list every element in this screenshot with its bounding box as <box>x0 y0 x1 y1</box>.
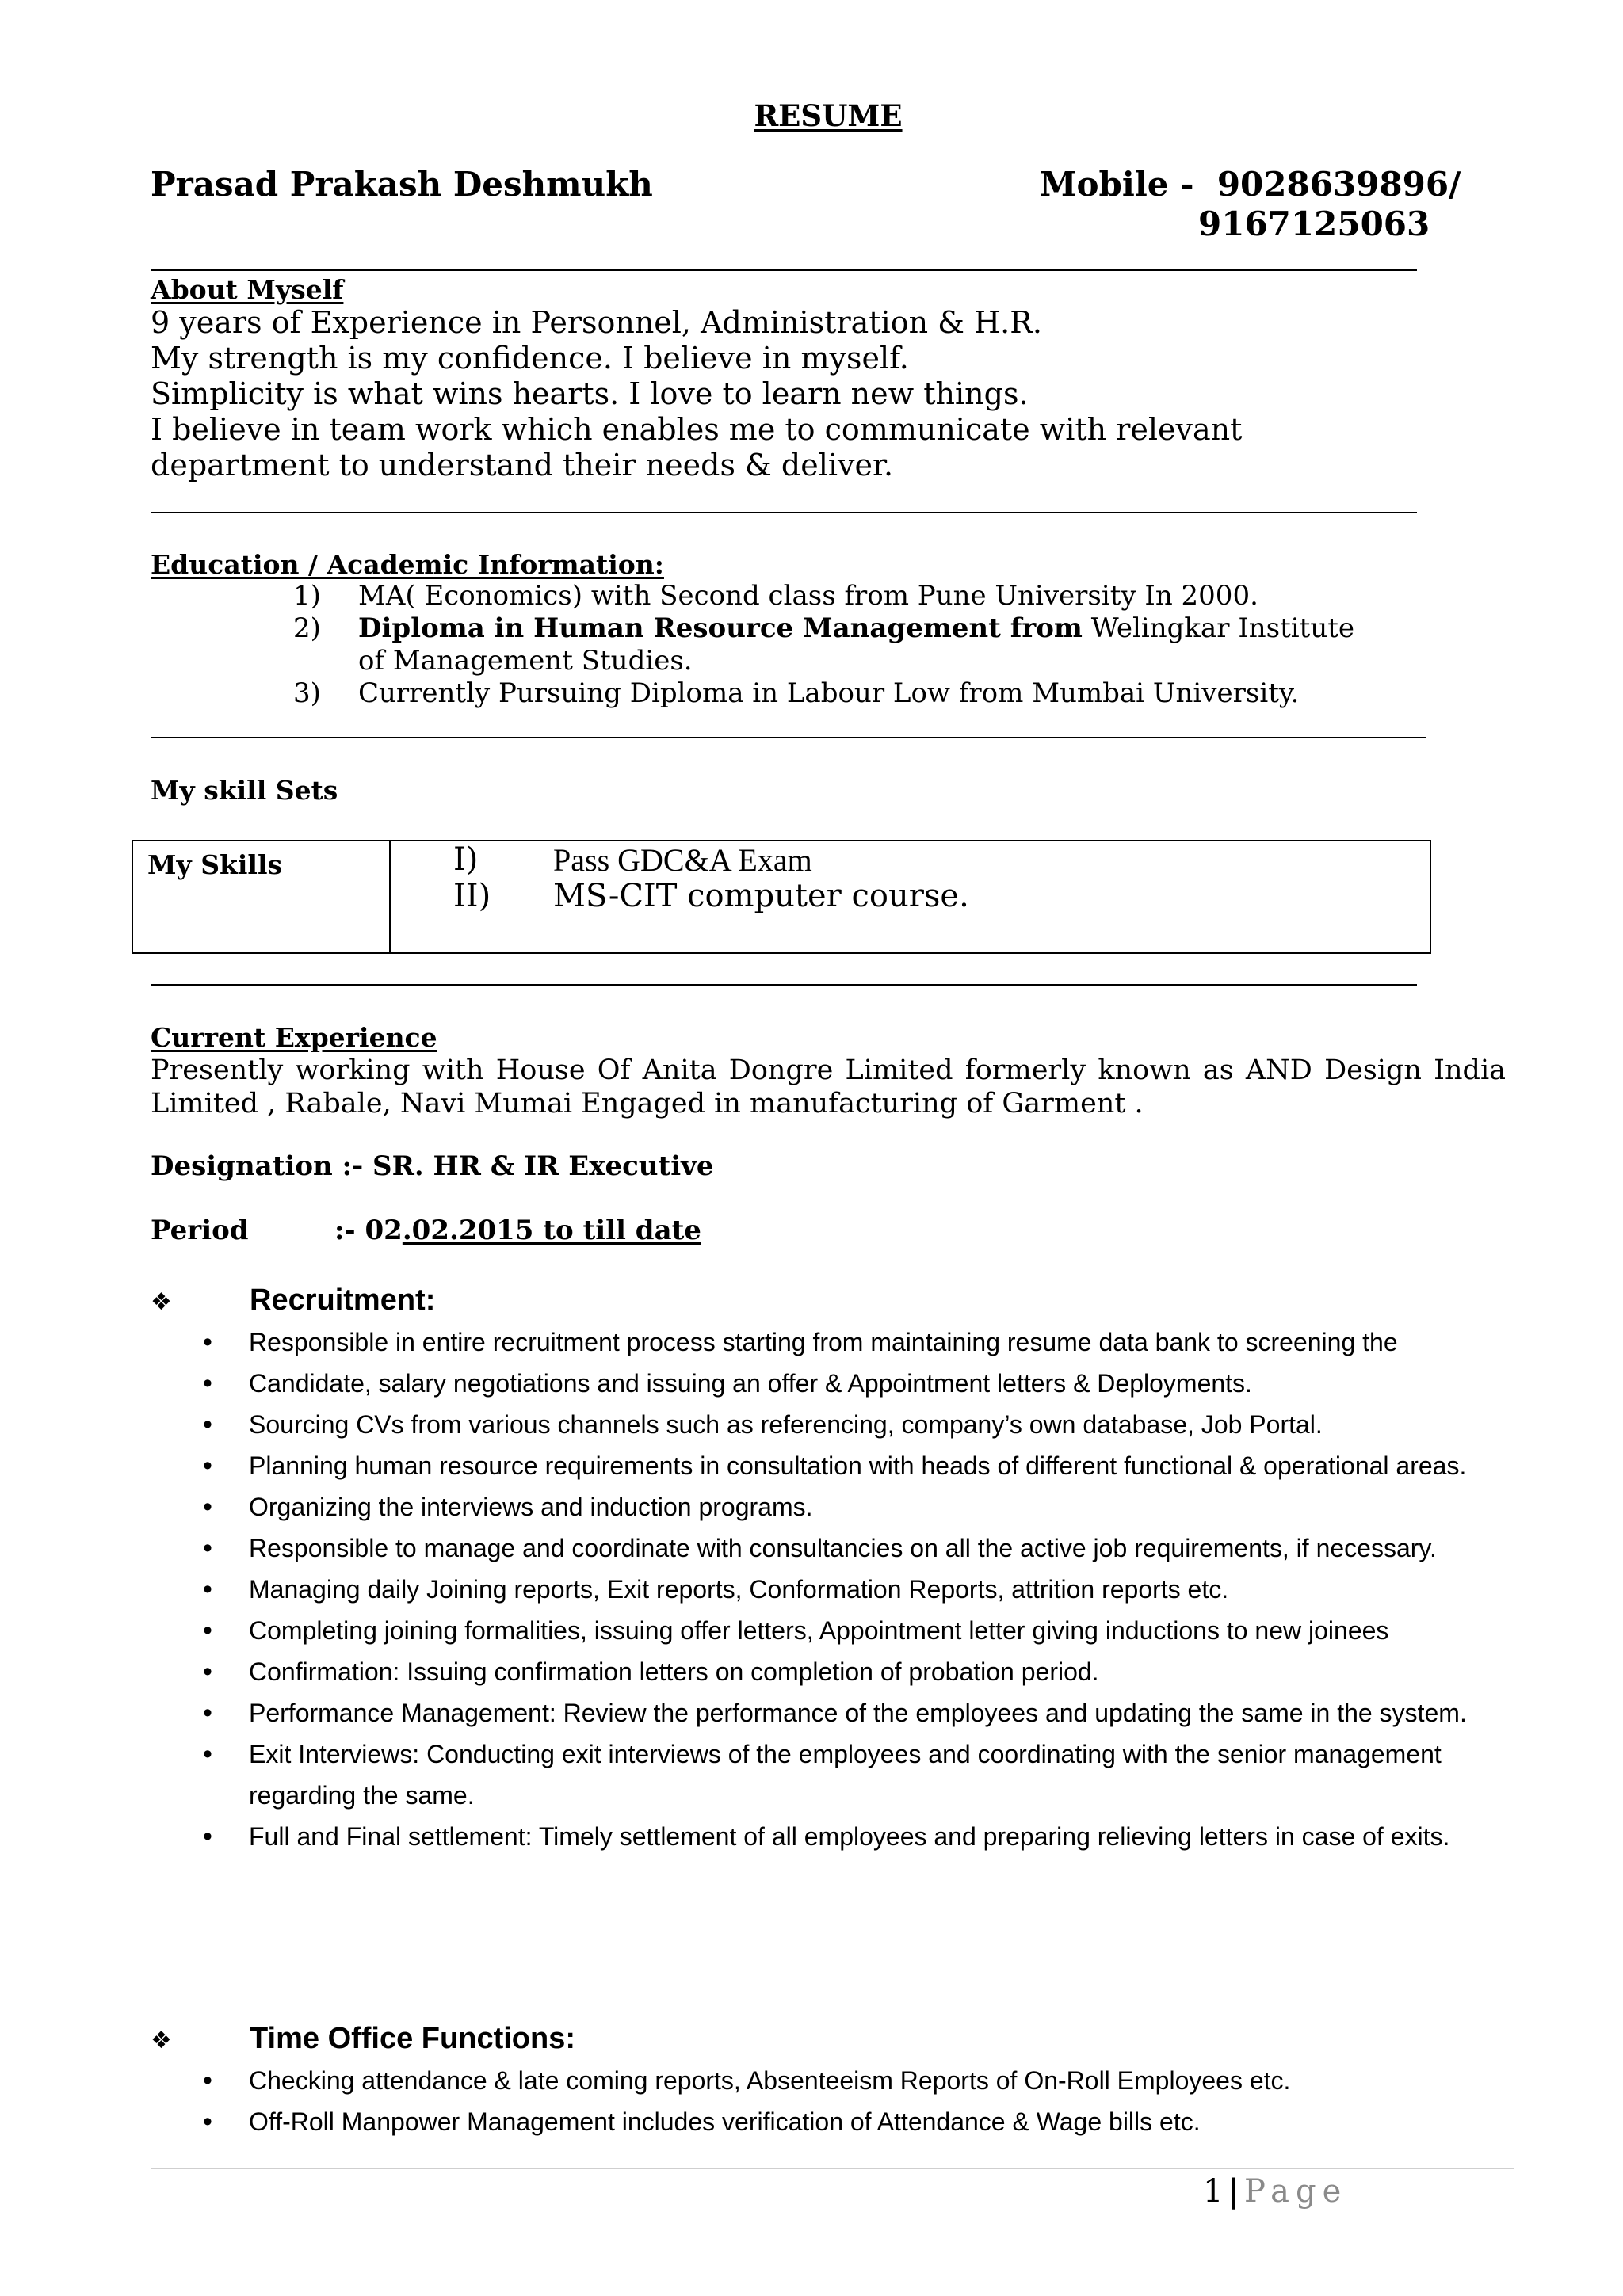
document-title: RESUME <box>754 98 903 133</box>
diamond-bullet-icon: ❖ <box>151 1288 172 1316</box>
experience-text: Presently working with House Of Anita Dongre Limited formerly known as AND Design India Limited , Rabale, Navi Mumai Engaged in manufacturing of Garment . <box>151 1055 1506 1119</box>
mobile-number-2: 9167125063 <box>1198 204 1430 243</box>
skills-label: My Skills <box>147 849 283 880</box>
experience-heading: Current Experience <box>151 1022 437 1053</box>
education-item-text: Currently Pursuing Diploma in Labour Low from Mumbai University. <box>358 677 1300 709</box>
skill-number: I) <box>453 841 479 878</box>
period-label: Period <box>151 1215 249 1246</box>
recruitment-item: • Confirmation: Issuing confirmation letters on completion of probation period. <box>203 1651 1503 1692</box>
recruitment-item: • Responsible in entire recruitment process starting from maintaining resume data bank to screening the <box>203 1322 1503 1363</box>
recruitment-item: • Candidate, salary negotiations and issuing an offer & Appointment letters & Deployments. <box>203 1363 1503 1404</box>
skills-label-cell <box>133 841 391 952</box>
education-item-text: Welingkar Institute of Management Studies. <box>358 612 1354 677</box>
diamond-bullet-icon: ❖ <box>151 2027 172 2054</box>
about-line: I believe in team work which enables me to communicate with relevant department to understand their needs & deliver. <box>151 412 1243 482</box>
recruitment-item: • Managing daily Joining reports, Exit reports, Conformation Reports, attrition reports etc. <box>203 1569 1503 1610</box>
education-item <box>293 580 1371 612</box>
time-office-item: • Checking attendance & late coming reports, Absenteeism Reports of On-Roll Employees etc. <box>203 2060 1503 2101</box>
about-line: My strength is my confidence. I believe in myself. <box>151 341 909 376</box>
recruitment-item: • Responsible to manage and coordinate with consultancies on all the active job requirements, if necessary. <box>203 1527 1503 1569</box>
divider <box>151 984 1417 986</box>
page-number-value: 1 <box>1203 2173 1224 2210</box>
time-office-heading-text: Time Office Functions: <box>250 2022 576 2055</box>
divider <box>151 269 1417 271</box>
page-separator: | <box>1228 2172 1240 2210</box>
about-line: Simplicity is what wins hearts. I love to learn new things. <box>151 376 1029 411</box>
skill-number: II) <box>453 878 491 914</box>
recruitment-item: • Exit Interviews: Conducting exit interviews of the employees and coordinating with the senior management regarding the same. <box>203 1733 1503 1816</box>
mobile-block <box>1040 165 1461 244</box>
time-office-list <box>203 2060 1503 2142</box>
footer-divider <box>151 2168 1514 2169</box>
time-office-item: • Off-Roll Manpower Management includes verification of Attendance & Wage bills etc. <box>203 2101 1503 2142</box>
about-text <box>151 305 1419 483</box>
education-item-number: 2) <box>293 612 321 644</box>
education-list <box>293 580 1371 710</box>
education-item-bold: Diploma in Human Resource Management from <box>358 612 1083 644</box>
page-number <box>1203 2172 1347 2210</box>
recruitment-heading-text: Recruitment: <box>250 1283 436 1317</box>
period-value: .02.2015 to till date <box>402 1215 701 1246</box>
mobile-number-1: 9028639896/ <box>1216 165 1461 204</box>
recruitment-item: • Performance Management: Review the performance of the employees and updating the same in the system. <box>203 1692 1503 1733</box>
about-line: 9 years of Experience in Personnel, Administration & H.R. <box>151 305 1042 340</box>
recruitment-item: • Organizing the interviews and induction programs. <box>203 1486 1503 1527</box>
education-item-number: 1) <box>293 580 321 612</box>
recruitment-item: • Full and Final settlement: Timely settlement of all employees and preparing relieving letters in case of exits. <box>203 1816 1503 1857</box>
skill-text: MS-CIT computer course. <box>553 878 969 914</box>
page-word: Page <box>1244 2173 1348 2210</box>
period-separator: :- 02 <box>334 1215 403 1246</box>
skill-text: Pass GDC&A Exam <box>553 842 812 878</box>
divider <box>151 512 1417 513</box>
education-heading: Education / Academic Information: <box>151 549 664 580</box>
time-office-heading <box>151 2022 575 2056</box>
period-row <box>151 1215 701 1246</box>
education-item <box>293 612 1371 677</box>
education-item-text: MA( Economics) with Second class from Pune University In 2000. <box>358 580 1258 612</box>
recruitment-item: • Completing joining formalities, issuing offer letters, Appointment letter giving inductions to new joinees <box>203 1610 1503 1651</box>
designation: Designation :- SR. HR & IR Executive <box>151 1150 714 1182</box>
period-value-wrap <box>334 1215 701 1246</box>
education-item <box>293 677 1371 710</box>
recruitment-item: • Sourcing CVs from various channels such as referencing, company’s own database, Job Portal. <box>203 1404 1503 1445</box>
education-item-number: 3) <box>293 677 321 709</box>
recruitment-heading <box>151 1283 435 1318</box>
about-heading: About Myself <box>151 274 344 305</box>
skills-heading: My skill Sets <box>151 775 338 806</box>
candidate-name: Prasad Prakash Deshmukh <box>151 165 653 204</box>
recruitment-item: • Planning human resource requirements in consultation with heads of different functional & operational areas. <box>203 1445 1503 1486</box>
recruitment-list <box>203 1322 1503 1857</box>
mobile-label: Mobile - <box>1040 165 1194 204</box>
divider <box>151 737 1426 738</box>
